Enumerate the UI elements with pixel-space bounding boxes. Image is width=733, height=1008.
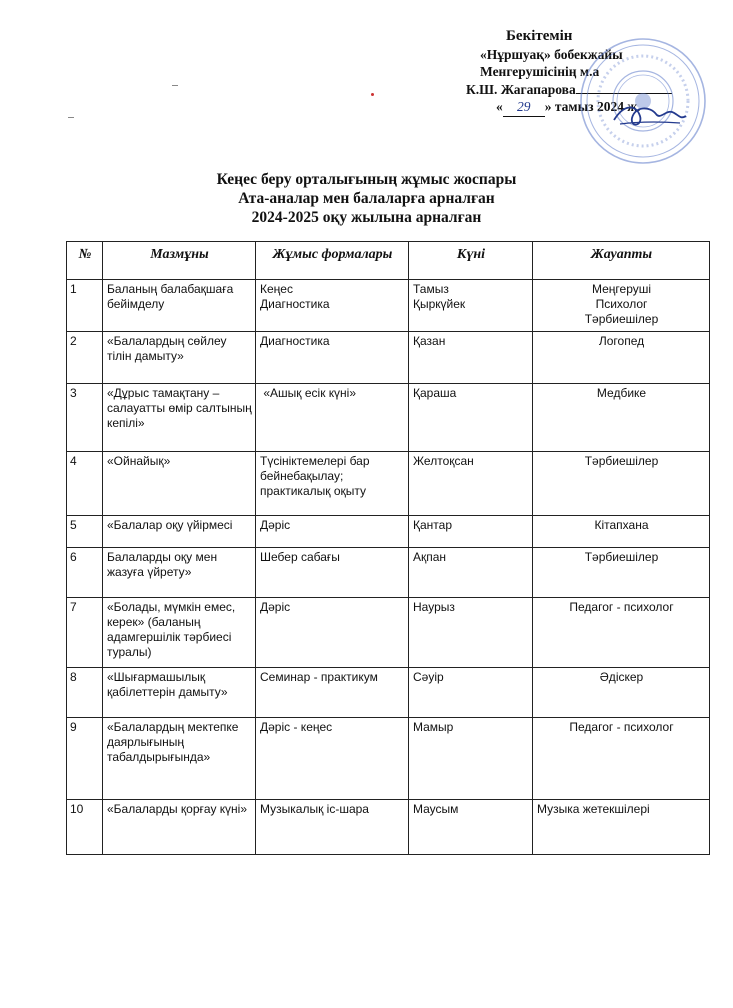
table-row xyxy=(67,668,710,718)
row-number: 7 xyxy=(67,598,103,668)
row-content: «Балалардың мектепке даярлығының табалдырығында» xyxy=(103,718,256,800)
row-date: Қазан xyxy=(409,332,533,384)
row-responsible: Кітапхана xyxy=(533,516,710,548)
row-form: Дәріс xyxy=(256,516,409,548)
row-number: 9 xyxy=(67,718,103,800)
title-line-3: 2024-2025 оқу жылына арналған xyxy=(251,209,482,226)
table-row xyxy=(67,800,710,855)
row-content: Баланың балабақшаға бейімделу xyxy=(103,280,256,332)
row-content: Балаларды оқу мен жазуға үйрету» xyxy=(103,548,256,598)
row-content: «Балалардың сөйлеу тілін дамыту» xyxy=(103,332,256,384)
row-content: «Балалар оқу үйірмесі xyxy=(103,516,256,548)
row-form: Диагностика xyxy=(256,332,409,384)
row-date: Ақпан xyxy=(409,548,533,598)
row-content: «Болады, мүмкін емес, керек» (баланың адамгершілік тәрбиесі туралы) xyxy=(103,598,256,668)
row-number: 4 xyxy=(67,452,103,516)
header-number: № xyxy=(67,242,103,280)
table-row xyxy=(67,452,710,516)
table-row xyxy=(67,718,710,800)
row-responsible: Музыка жетекшілері xyxy=(533,800,710,855)
row-number: 10 xyxy=(67,800,103,855)
header-form: Жұмыс формалары xyxy=(256,242,409,280)
row-responsible: Педагог - психолог xyxy=(533,718,710,800)
row-content: «Балаларды қорғау күні» xyxy=(103,800,256,855)
table-row xyxy=(67,384,710,452)
signature-icon xyxy=(610,96,690,136)
work-plan-table xyxy=(66,241,710,855)
table-header-row xyxy=(67,242,710,280)
row-responsible: Медбике xyxy=(533,384,710,452)
row-date: Қараша xyxy=(409,384,533,452)
row-date: Тамыз Қыркүйек xyxy=(409,280,533,332)
row-form: Семинар - практикум xyxy=(256,668,409,718)
row-content: «Дұрыс тамақтану – салауатты өмір салтының кепілі» xyxy=(103,384,256,452)
row-form: Дәріс xyxy=(256,598,409,668)
row-date: Мамыр xyxy=(409,718,533,800)
table-row xyxy=(67,548,710,598)
row-form: Кеңес Диагностика xyxy=(256,280,409,332)
approval-position: Менгерушісінің м.а xyxy=(480,64,600,79)
scan-speck xyxy=(371,93,374,96)
table-row xyxy=(67,516,710,548)
row-form: Дәріс - кеңес xyxy=(256,718,409,800)
row-form: Шебер сабағы xyxy=(256,548,409,598)
row-responsible: Тәрбиешілер xyxy=(533,452,710,516)
row-date: Қантар xyxy=(409,516,533,548)
title-line-2: Ата-аналар мен балаларға арналған xyxy=(238,190,495,207)
row-date: Наурыз xyxy=(409,598,533,668)
scan-speck xyxy=(68,117,74,118)
table-row xyxy=(67,598,710,668)
table-row xyxy=(67,280,710,332)
row-number: 1 xyxy=(67,280,103,332)
row-form: Түсініктемелері бар бейнебақылау; практикалық оқыту xyxy=(256,452,409,516)
row-date: Сәуір xyxy=(409,668,533,718)
document-title xyxy=(0,170,733,227)
title-line-1: Кеңес беру орталығының жұмыс жоспары xyxy=(216,171,517,188)
row-responsible: Тәрбиешілер xyxy=(533,548,710,598)
row-number: 8 xyxy=(67,668,103,718)
row-responsible: Әдіскер xyxy=(533,668,710,718)
table-row xyxy=(67,332,710,384)
row-form: «Ашық есік күні» xyxy=(256,384,409,452)
row-number: 5 xyxy=(67,516,103,548)
approval-org: «Нұршуақ» бобекжайы xyxy=(480,46,623,62)
header-date: Күні xyxy=(409,242,533,280)
row-number: 2 xyxy=(67,332,103,384)
header-responsible: Жауапты xyxy=(533,242,710,280)
row-content: «Шығармашылық қабілеттерін дамыту» xyxy=(103,668,256,718)
row-responsible: Меңгеруші Психолог Тәрбиешілер xyxy=(533,280,710,332)
date-day: 29 xyxy=(503,98,545,117)
header-content: Мазмұны xyxy=(103,242,256,280)
scan-speck xyxy=(172,85,178,86)
approval-name: К.Ш. Жагапарова xyxy=(466,81,576,97)
row-number: 3 xyxy=(67,384,103,452)
row-date: Маусым xyxy=(409,800,533,855)
row-responsible: Педагог - психолог xyxy=(533,598,710,668)
date-prefix: « xyxy=(496,99,503,114)
row-content: «Ойнайық» xyxy=(103,452,256,516)
row-date: Желтоқсан xyxy=(409,452,533,516)
row-number: 6 xyxy=(67,548,103,598)
approval-title: Бекітемін xyxy=(506,28,573,44)
row-responsible: Логопед xyxy=(533,332,710,384)
date-suffix: » тамыз 2024 ж. xyxy=(544,99,641,114)
row-form: Музыкалық іс-шара xyxy=(256,800,409,855)
